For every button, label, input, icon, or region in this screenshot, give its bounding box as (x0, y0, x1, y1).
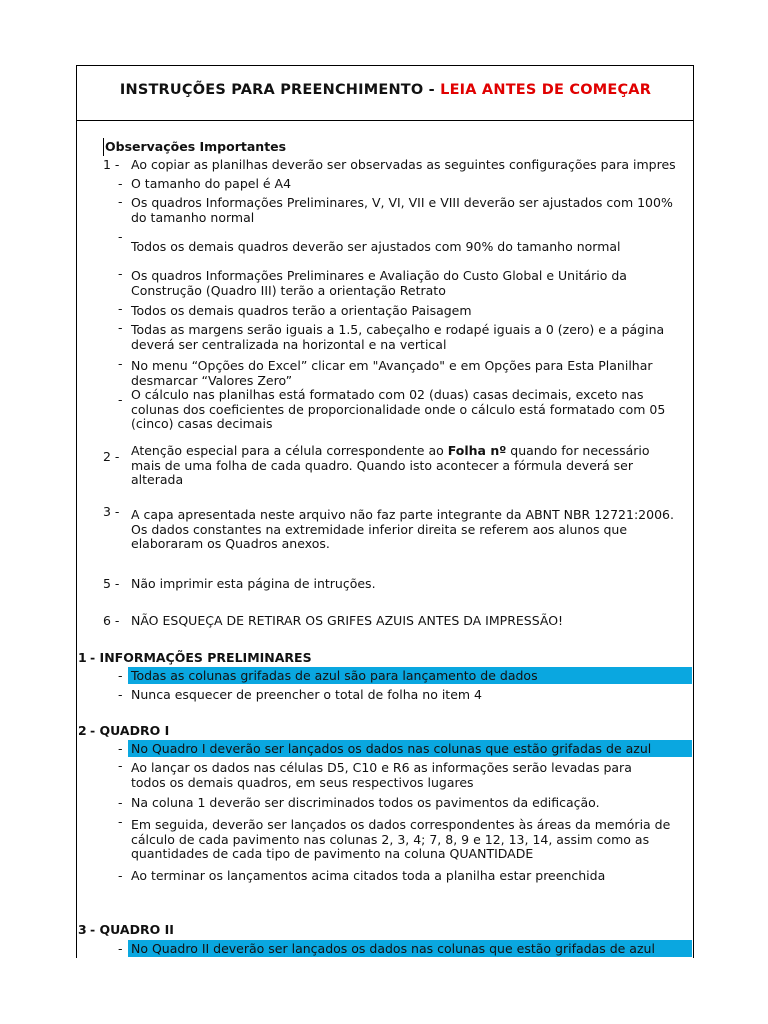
text-line: No menu “Opções do Excel” clicar em "Avançado" e em Opções para Esta Planilhar (131, 358, 653, 373)
bullet-dash: - (118, 941, 123, 956)
observacao-number: 3 - (103, 504, 120, 519)
observacao-text: Ao copiar as planilhas deverão ser observadas as seguintes configurações para impres (131, 157, 676, 172)
observacao-text (131, 508, 674, 552)
highlighted-instruction: No Quadro I deverão ser lançados os dados nas colunas que estão grifadas de azul (128, 740, 692, 757)
text-line: Ao lançar os dados nas células D5, C10 e R6 as informações serão levadas para (131, 760, 632, 775)
instruction-text: Nunca esquecer de preencher o total de folha no item 4 (131, 687, 482, 702)
bullet-dash: - (118, 741, 123, 756)
section-title: - QUADRO I (90, 723, 170, 738)
observacao-text (131, 388, 665, 432)
observacao-number: 2 - (103, 449, 120, 464)
instruction-text: Ao terminar os lançamentos acima citados toda a planilha estar preenchida (131, 868, 606, 883)
page-title (78, 82, 693, 98)
highlighted-instruction: No Quadro II deverão ser lançados os dados nas colunas que estão grifadas de azul (128, 940, 692, 957)
observacao-text: Todos os demais quadros deverão ser ajustados com 90% do tamanho normal (131, 239, 621, 254)
text-line: desmarcar “Valores Zero” (131, 372, 293, 388)
text-line: Em seguida, deverão ser lançados os dados correspondentes às áreas da memória de (131, 817, 671, 832)
observacoes-heading: Observações Importantes (105, 139, 287, 154)
observacao-text (131, 359, 653, 388)
bullet-dash: - (118, 668, 123, 683)
text-line: Todas as margens serão iguais a 1.5, cabeçalho e rodapé iguais a 0 (zero) e a página (131, 322, 665, 337)
observacao-text (131, 196, 673, 225)
bullet-dash: - (118, 266, 123, 281)
observacao-number: 5 - (103, 576, 120, 591)
observacao-text: O tamanho do papel é A4 (131, 176, 292, 191)
text-line: elaboraram os Quadros anexos. (131, 536, 330, 551)
text-line: alterada (131, 472, 184, 487)
bullet-dash: - (118, 795, 123, 810)
observacao-text: Todos os demais quadros terão a orientação Paisagem (131, 303, 472, 318)
frame-left-border (76, 65, 77, 958)
bullet-dash: - (118, 356, 123, 371)
text-line: A capa apresentada neste arquivo não faz parte integrante da ABNT NBR 12721:2006. (131, 507, 674, 522)
bullet-dash: - (118, 868, 123, 883)
text-line: Os quadros Informações Preliminares e Avaliação do Custo Global e Unitário da (131, 268, 627, 283)
bullet-dash: - (118, 176, 123, 191)
bullet-dash: - (118, 229, 123, 244)
section-title: - INFORMAÇÕES PRELIMINARES (90, 650, 312, 665)
observacao-text (131, 444, 650, 488)
instruction-text (131, 761, 632, 790)
instruction-text (131, 818, 670, 862)
frame-top-border (76, 65, 694, 66)
text-line: Construção (Quadro III) terão a orientação Retrato (131, 282, 446, 298)
observacao-text (131, 269, 627, 298)
observacao-number: 6 - (103, 613, 120, 628)
observacao-text: Não imprimir esta página de intruções. (131, 576, 376, 591)
observacao-number: 1 - (103, 157, 120, 172)
text-line: do tamanho normal (131, 209, 255, 225)
observacao-text (131, 323, 664, 352)
text-line: deverá ser centralizada na horizontal e na vertical (131, 336, 447, 352)
text-line: Os quadros Informações Preliminares, V, VI, VII e VIII deverão ser ajustados com 100% (131, 195, 673, 210)
folha-label: Folha nº (447, 443, 507, 458)
text-line: todos os demais quadros, em seus respectivos lugares (131, 774, 474, 790)
observacao-text: NÃO ESQUEÇA DE RETIRAR OS GRIFES AZUIS ANTES DA IMPRESSÃO! (131, 613, 564, 628)
frame-right-border (693, 65, 694, 958)
text-segment: quando for necessário (506, 443, 650, 458)
text-cursor (103, 138, 104, 156)
text-line: quantidades de cada tipo de pavimento na coluna QUANTIDADE (131, 846, 534, 861)
instruction-text: Na coluna 1 deverão ser discriminados todos os pavimentos da edificação. (131, 795, 600, 810)
text-line: O cálculo nas planilhas está formatado com 02 (duas) casas decimais, exceto nas (131, 387, 644, 402)
text-line: (cinco) casas decimais (131, 416, 273, 431)
page-title-highlight: LEIA ANTES DE COMEÇAR (440, 82, 652, 98)
bullet-dash: - (118, 392, 123, 407)
bullet-dash: - (118, 758, 123, 773)
text-line: Os dados constantes na extremidade inferior direita se referem aos alunos que (131, 521, 628, 537)
page-title-prefix: INSTRUÇÕES PARA PREENCHIMENTO - (119, 82, 441, 98)
section-number: 2 (78, 723, 87, 738)
bullet-dash: - (118, 687, 123, 702)
title-divider (76, 120, 694, 121)
section-title: - QUADRO II (90, 922, 174, 937)
highlighted-instruction: Todas as colunas grifadas de azul são para lançamento de dados (128, 667, 692, 684)
bullet-dash: - (118, 194, 123, 209)
text-line: mais de uma folha de cada quadro. Quando isto acontecer a fórmula deverá ser (131, 457, 634, 473)
text-segment: Atenção especial para a célula correspondente ao (131, 443, 448, 458)
section-number: 3 (78, 922, 87, 937)
section-number: 1 (78, 650, 87, 665)
bullet-dash: - (118, 301, 123, 316)
text-line: colunas dos coeficientes de proporcionalidade onde o cálculo está formatado com 05 (131, 401, 666, 417)
bullet-dash: - (118, 814, 123, 829)
text-line: cálculo de cada pavimento nas colunas 2, 3, 4; 7, 8, 9 e 12, 13, 14, assim como as (131, 831, 650, 847)
bullet-dash: - (118, 320, 123, 335)
